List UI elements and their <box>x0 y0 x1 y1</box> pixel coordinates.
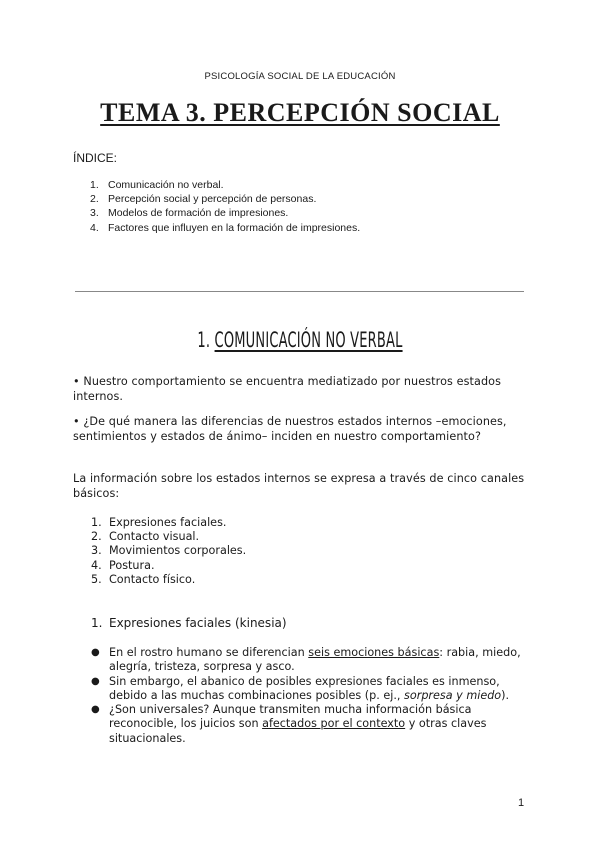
page-title-text: TEMA 3. PERCEPCIÓN SOCIAL <box>100 98 500 127</box>
channel-item <box>91 573 246 587</box>
channel-text: Contacto visual. <box>109 530 200 544</box>
subsection-heading <box>91 616 287 630</box>
bullet-list <box>91 646 531 746</box>
channel-text: Postura. <box>109 558 155 572</box>
channels-list <box>91 516 246 587</box>
channel-text: Contacto físico. <box>109 572 196 586</box>
channel-number: 4. <box>91 558 102 572</box>
index-item-text: Comunicación no verbal. <box>108 179 224 191</box>
bullet-item <box>91 675 531 704</box>
subsection-number: 1. <box>91 616 103 630</box>
course-subject: PSICOLOGÍA SOCIAL DE LA EDUCACIÓN <box>204 71 396 82</box>
paragraph-channels-intro: La información sobre los estados internos se expresa a través de cinco canales básicos: <box>73 472 525 500</box>
bullet-text <box>109 646 531 675</box>
index-item-number: 1. <box>90 179 99 191</box>
section-number: 1. <box>197 328 211 352</box>
index-item <box>90 192 360 206</box>
bullet-item <box>91 646 531 675</box>
index-label: ÍNDICE: <box>73 151 118 165</box>
bullet-text-part: : rabia, miedo, alegría, tristeza, sorpresa y asco. <box>109 646 521 674</box>
channel-text: Movimientos corporales. <box>109 544 247 558</box>
bullet-text-part: En el rostro humano se diferencian <box>109 646 309 659</box>
subsection-title: Expresiones faciales (kinesia) <box>109 616 287 630</box>
emphasis-underline: afectados por el contexto <box>262 717 406 731</box>
channel-item <box>91 544 246 558</box>
bullet-dot-icon: ● <box>91 675 100 687</box>
channel-number: 2. <box>91 530 102 544</box>
bullet-text <box>109 675 531 704</box>
channel-number: 1. <box>91 516 102 529</box>
index-item <box>90 206 360 220</box>
bullet-text-part: y otras claves situacionales. <box>109 717 487 745</box>
index-item-text: Percepción social y percepción de personas. <box>108 193 317 206</box>
index-item-text: Factores que influyen en la formación de impresiones. <box>108 221 361 234</box>
index-list <box>90 178 360 235</box>
index-item <box>90 178 360 192</box>
bullet-dot-icon: ● <box>91 704 100 716</box>
bullet-text-part: ¿Son universales? Aunque transmiten mucha información básica reconocible, los juicios son <box>109 703 472 731</box>
index-item-number: 3. <box>90 207 99 220</box>
section-title: COMUNICACIÓN NO VERBAL <box>214 328 403 352</box>
bullet-text <box>109 703 531 746</box>
channel-item <box>91 530 246 544</box>
bullet-item <box>91 703 531 746</box>
index-item <box>90 221 360 235</box>
bullet-text-part: ). <box>501 688 510 702</box>
channel-text: Expresiones faciales. <box>109 516 227 529</box>
index-item-number: 4. <box>90 221 99 234</box>
channel-item <box>91 559 246 573</box>
emphasis-underline: seis emociones básicas <box>308 646 440 659</box>
section-heading <box>114 328 486 352</box>
index-item-text: Modelos de formación de impresiones. <box>108 207 289 220</box>
paragraph-question: • ¿De qué manera las diferencias de nuestros estados internos –emociones, sentimientos y estados de ánimo– inciden en nuestro comportamiento? <box>73 415 507 443</box>
horizontal-divider <box>75 291 524 292</box>
bullet-text-part: Sin embargo, el abanico de posibles expresiones faciales es inmenso, debido a las muchas combinaciones posibles (p. ej., <box>109 674 500 702</box>
index-item-number: 2. <box>90 193 99 206</box>
paragraph-internal-states: • Nuestro comportamiento se encuentra mediatizado por nuestros estados internos. <box>73 375 502 403</box>
emphasis-italic: sorpresa y miedo <box>404 688 502 702</box>
channel-item <box>91 516 246 530</box>
channel-number: 3. <box>91 544 102 558</box>
bullet-dot-icon: ● <box>91 647 100 658</box>
page-title <box>0 98 600 128</box>
channel-number: 5. <box>91 572 102 586</box>
page-number: 1 <box>518 797 525 809</box>
